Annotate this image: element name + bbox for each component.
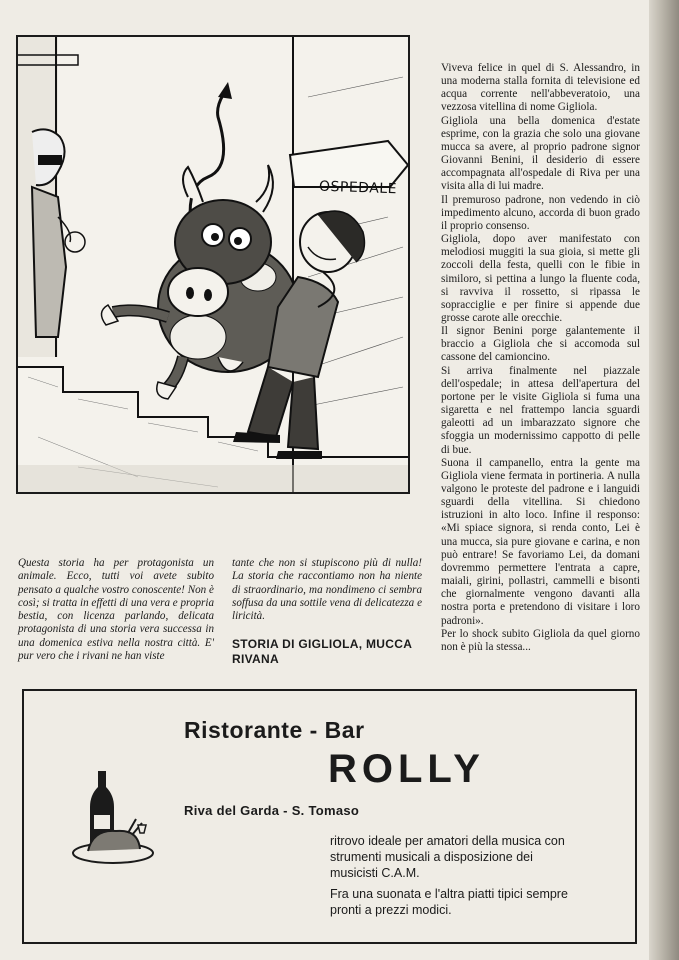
- restaurant-advertisement: [22, 689, 637, 944]
- article-paragraph: Gigliola una bella domenica d'estate esprime, con la grazia che solo una giovane mucca sa avere, al proprio padrone signor Giovanni Benini, il desiderio di essere accompagnata all'ospedale di Riva per una visita alla di lui madre.: [441, 114, 640, 193]
- article-paragraph: Il premuroso padrone, non vedendo in ciò impedimento alcuno, accorda di buon grado il proprio consenso.: [441, 193, 640, 232]
- article-body: [441, 62, 640, 654]
- article-paragraph: Gigliola, dopo aver manifestato con melodiosi muggiti la sua gioia, si mette gli zoccoli della festa, quelli con le fibie in similoro, si pettina a lungo la fluente coda, si ravviva il rossetto, si ripassa le sopracciglie e per finire si appende due grosse carote alle orecchie.: [441, 233, 640, 324]
- article-paragraph: Suona il campanello, entra la gente ma Gigliola viene fermata in portineria. A nulla valgono le proteste del padrone e i languidi sguardi della vitellina. Si chiedono istruzioni in alto loco. Infine il responso: «Mi spiace signora, si renda conto, Lei è una mucca, sia pure giovane e carina, e non può entrare! Se favoriamo Lei, da domani dovremmo permettere l'entrata a capre, maiali, girini, pollastri, cammelli e bisonti che giornalmente vengono davanti alla nostra porta e pretendono di visitare i loro padroni».: [441, 456, 640, 627]
- ad-note: Fra una suonata e l'altra piatti tipici sempre pronti a prezzi modici.: [330, 887, 568, 917]
- ad-restaurant-name: ROLLY: [328, 747, 485, 791]
- article-paragraph: Si arriva finalmente nel piazzale dell'ospedale; in attesa dell'apertura del portone per le visite Gigliola si fuma una sigaretta e nel frattempo lancia sguardi galeotti ad un imbarazzato signore che sfoggia un modernissimo cappotto di pelle di bue.: [441, 364, 640, 456]
- intro-text-right: tante che non si stupiscono più di nulla! La storia che raccontiamo non ha niente di straordinario, ma nondimeno ci sembra soffusa da una sottile vena di delicatezza e liricità.: [232, 557, 422, 623]
- wine-and-roast-icon: [68, 767, 158, 867]
- article-paragraph: Per lo shock subito Gigliola da quel giorno non è più la stessa...: [441, 627, 640, 653]
- ad-location: Riva del Garda - S. Tomaso: [184, 803, 360, 818]
- article-paragraph: Il signor Benini porge galantemente il braccio a Gigliola che si accomoda sul cassone del camioncino.: [441, 325, 640, 364]
- page-gutter-shadow: [649, 0, 679, 960]
- intro-text-left: Questa storia ha per protagonista un animale. Ecco, tutti voi avete subito pensato a qualche vostro conoscente! Non è così; si tratta in effetti di una vera e propria bestia, con licenza parlando, delicata protagonista di una storia vera successa in una domenica estiva nella nostra città. E' pur vero che i rivani ne han viste: [18, 557, 214, 663]
- cartoon-illustration: [16, 35, 410, 494]
- ad-heading: Ristorante - Bar: [184, 717, 365, 743]
- story-title: STORIA DI GIGLIOLA, MUCCA RIVANA: [232, 637, 412, 666]
- hospital-sign: OSPEDALE: [318, 178, 398, 198]
- article-paragraph: Viveva felice in quel di S. Alessandro, in una moderna stalla fornita di televisione ed acqua corrente nell'abbeveratoio, una vezzosa vitellina di nome Gigliola.: [441, 62, 640, 114]
- cartoon-drawing: [18, 37, 408, 492]
- ad-description: ritrovo ideale per amatori della musica con strumenti musicali a disposizione dei musicisti C.A.M.: [330, 834, 565, 880]
